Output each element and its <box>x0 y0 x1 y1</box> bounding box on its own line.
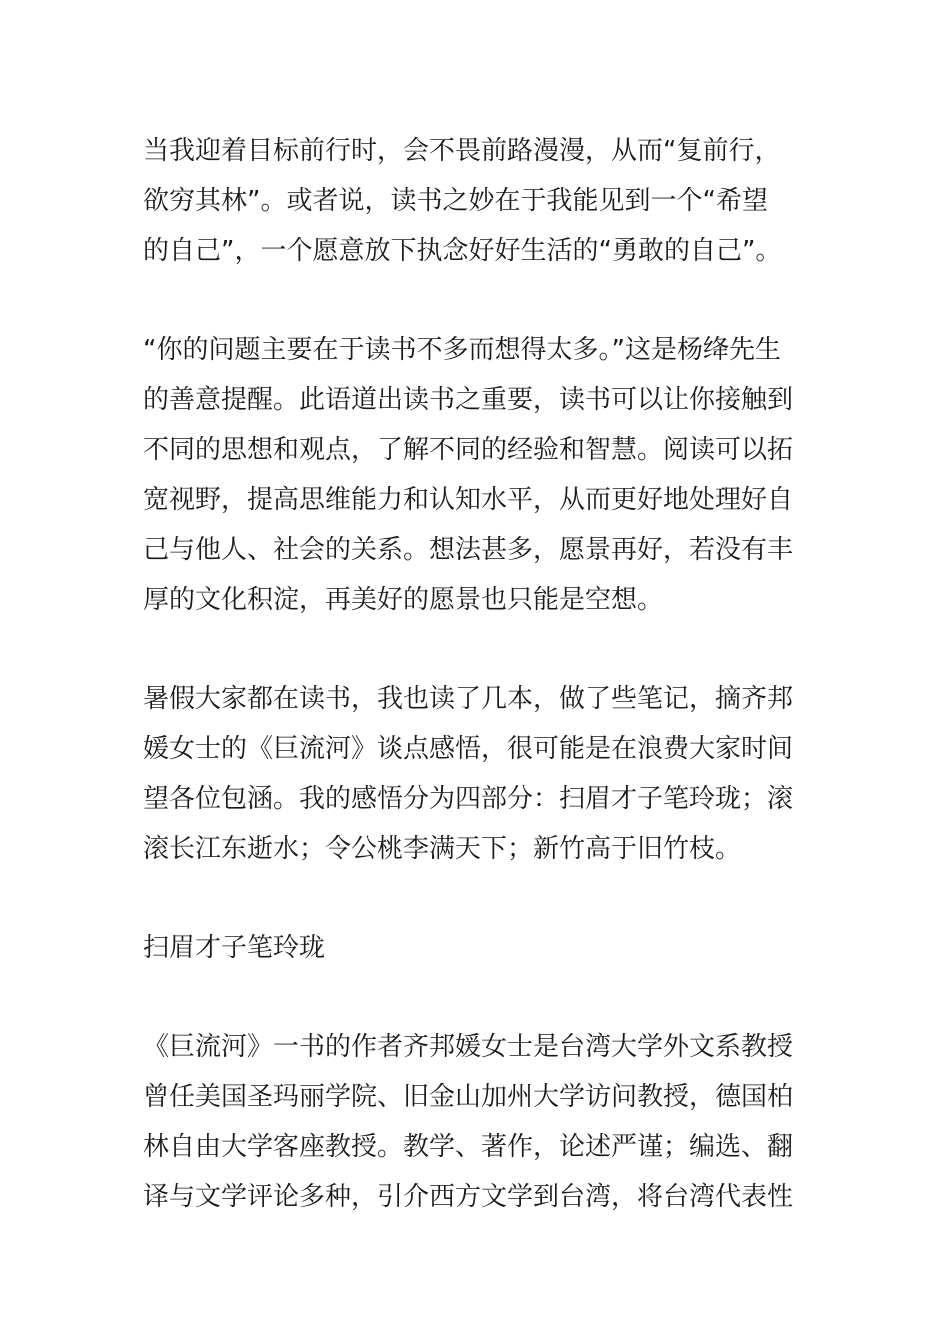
paragraph-3 <box>143 674 807 874</box>
text-line: 望各位包涵。我的感悟分为四部分：扫眉才子笔玲珑；滚 <box>143 784 794 814</box>
text-line: 媛女士的《巨流河》谈点感悟，很可能是在浪费大家时间 <box>143 734 794 764</box>
text-line: 当我迎着目标前行时，会不畏前路漫漫，从而“复前行， <box>143 136 781 166</box>
text-line: “你的问题主要在于读书不多而想得太多。”这是杨绛先生 <box>143 335 781 365</box>
text-line: 暑假大家都在读书，我也读了几本，做了些笔记，摘齐邦 <box>143 684 794 714</box>
paragraph-2 <box>143 325 807 625</box>
text-line: 林自由大学客座教授。教学、著作，论述严谨；编选、翻 <box>143 1132 794 1162</box>
text-line: 不同的思想和观点，了解不同的经验和智慧。阅读可以拓 <box>143 435 794 465</box>
text-line: 的自己”，一个愿意放下执念好好生活的“勇敢的自己”。 <box>143 236 782 266</box>
section-heading <box>143 923 807 973</box>
document-body <box>143 126 807 1271</box>
text-line: 扫眉才子笔玲珑 <box>143 933 326 963</box>
paragraph-5 <box>143 1022 807 1222</box>
text-line: 滚长江东逝水；令公桃李满天下；新竹高于旧竹枝。 <box>143 834 742 864</box>
text-line: 《巨流河》一书的作者齐邦媛女士是台湾大学外文系教授 <box>143 1032 794 1062</box>
text-line: 的善意提醒。此语道出读书之重要，读书可以让你接触到 <box>143 385 794 415</box>
text-line: 厚的文化积淀，再美好的愿景也只能是空想。 <box>143 585 664 615</box>
text-line: 译与文学评论多种，引介西方文学到台湾，将台湾代表性 <box>143 1182 794 1212</box>
text-line: 宽视野，提高思维能力和认知水平，从而更好地处理好自 <box>143 485 794 515</box>
text-line: 曾任美国圣玛丽学院、旧金山加州大学访问教授，德国柏 <box>143 1082 794 1112</box>
paragraph-1 <box>143 126 807 276</box>
text-line: 己与他人、社会的关系。想法甚多，愿景再好，若没有丰 <box>143 535 794 565</box>
text-line: 欲穷其林”。或者说，读书之妙在于我能见到一个“希望 <box>143 186 768 216</box>
